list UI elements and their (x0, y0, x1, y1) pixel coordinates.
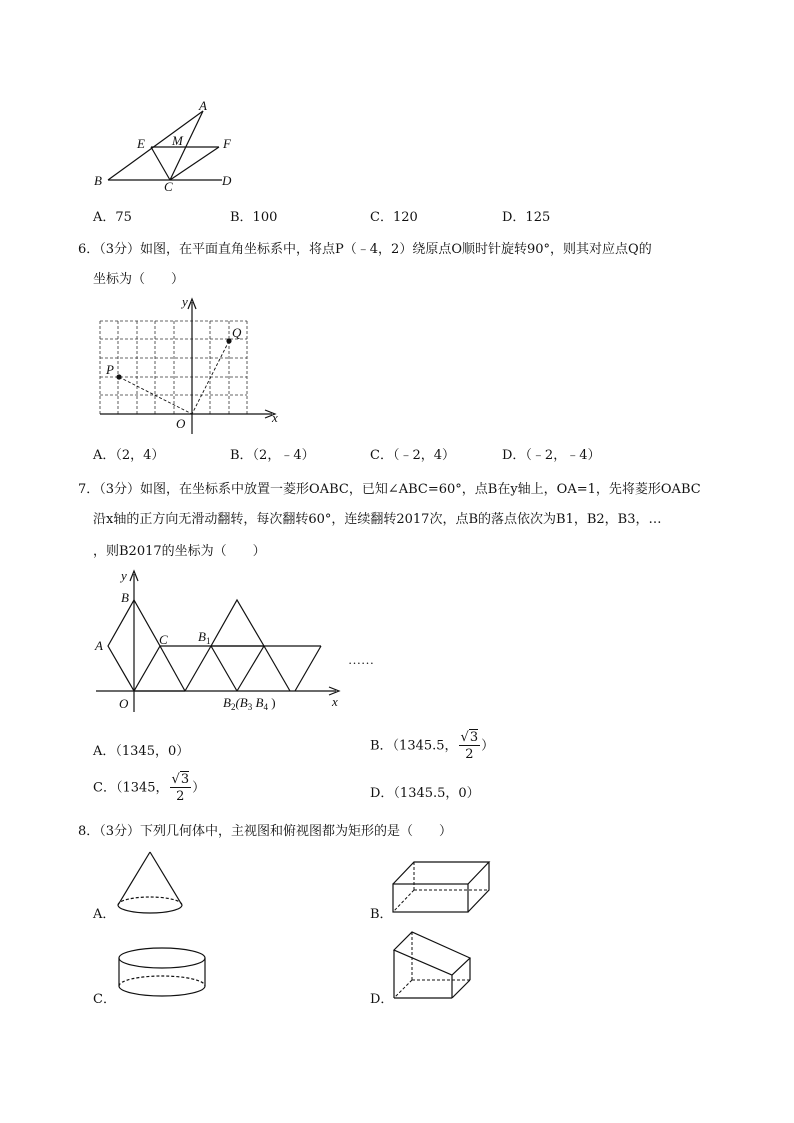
q5-label-e: E (137, 136, 145, 151)
q7-option-b[interactable] (370, 731, 494, 761)
q7-option-b-numerator: 3 (469, 730, 479, 745)
q7-label-x: x (332, 694, 338, 709)
q5-option-a[interactable]: A．75 (93, 210, 132, 225)
q7-option-b-denominator: 2 (465, 747, 474, 762)
q6-label-p: P (106, 362, 114, 377)
q8-option-b[interactable]: B． (370, 907, 393, 922)
q8-cylinder-figure[interactable] (114, 942, 210, 1002)
q5-label-c: C (164, 179, 173, 194)
q5-label-b: B (94, 173, 102, 188)
q5-figure (88, 95, 248, 195)
q6-stem-line2: 坐标为（ ） (93, 272, 185, 287)
q7-label-y: y (121, 568, 127, 583)
q7-stem-line2: 沿x轴的正方向无滑动翻转，每次翻转60°，连续翻转2017次，点B的落点依次为B1，B2，B3，… (93, 512, 662, 527)
q7-option-b-fraction: $\frac{√3}{2}$ (460, 730, 479, 762)
q8-option-d[interactable]: D． (370, 992, 394, 1007)
q5-label-a: A (199, 98, 207, 113)
q8-stem-line1: 8．（3分）下列几何体中，主视图和俯视图都为矩形的是（ ） (78, 824, 453, 839)
q5-label-d: D (222, 173, 232, 188)
q7-option-c-fraction: $\frac{√3}{2}$ (171, 772, 190, 804)
q7-stem-line3: ，则B2017的坐标为（ ） (93, 544, 266, 559)
q8-prism-figure[interactable] (388, 928, 476, 1006)
q7-option-b-suffix: ） (481, 738, 495, 754)
q7-label-a: A (95, 638, 103, 653)
q7-label-b1: $B_1$ (198, 629, 211, 646)
q7-option-c-numerator: 3 (180, 772, 190, 787)
q6-label-o: O (176, 416, 186, 431)
q6-label-q: Q (232, 325, 242, 340)
q8-cuboid-figure[interactable] (388, 856, 492, 918)
q8-option-a[interactable]: A． (93, 907, 116, 922)
q7-option-c[interactable] (93, 773, 205, 803)
q7-option-c-denominator: 2 (176, 789, 185, 804)
q6-label-y: y (182, 296, 188, 309)
q7-label-c: C (159, 632, 168, 647)
q6-stem-line1: 6．（3分）如图，在平面直角坐标系中，将点P（﹣4，2）绕原点O顺时针旋转90°，则其对应点Q的 (78, 242, 652, 257)
q5-label-m: M (172, 133, 183, 148)
q7-option-c-prefix: C．（1345， (93, 780, 169, 796)
q7-option-b-prefix: B．（1345.5， (370, 738, 458, 754)
q7-option-a[interactable]: A．（1345，0） (93, 744, 190, 759)
q7-option-c-suffix: ） (192, 780, 206, 796)
q7-figure (88, 566, 376, 718)
q7-stem-line1: 7．（3分）如图，在坐标系中放置一菱形OABC，已知∠ABC=60°，点B在y轴上，OA=1，先将菱形OABC (78, 482, 701, 497)
q5-option-d[interactable]: D．125 (502, 210, 551, 225)
q7-label-o: O (119, 696, 129, 711)
q7-label-dots: …… (348, 652, 374, 667)
q5-label-f: F (223, 136, 231, 151)
q6-label-x: x (272, 410, 278, 425)
q7-label-b2-b3-b4: $B_2(B_3$ $B_4$ ) (223, 695, 276, 712)
q6-figure (92, 296, 286, 434)
q7-option-d[interactable]: D．（1345.5，0） (370, 786, 480, 801)
q7-label-b: B (121, 590, 129, 605)
q6-option-c[interactable]: C．（﹣2，4） (370, 448, 455, 463)
q6-option-a[interactable]: A．（2，4） (93, 448, 165, 463)
q5-option-b[interactable]: B．100 (230, 210, 278, 225)
q8-cone-figure[interactable] (112, 848, 186, 918)
q6-option-d[interactable]: D．（﹣2，﹣4） (502, 448, 601, 463)
q8-option-c[interactable]: C． (93, 992, 116, 1007)
q5-option-c[interactable]: C．120 (370, 210, 418, 225)
q6-option-b[interactable]: B．（2，﹣4） (230, 448, 315, 463)
